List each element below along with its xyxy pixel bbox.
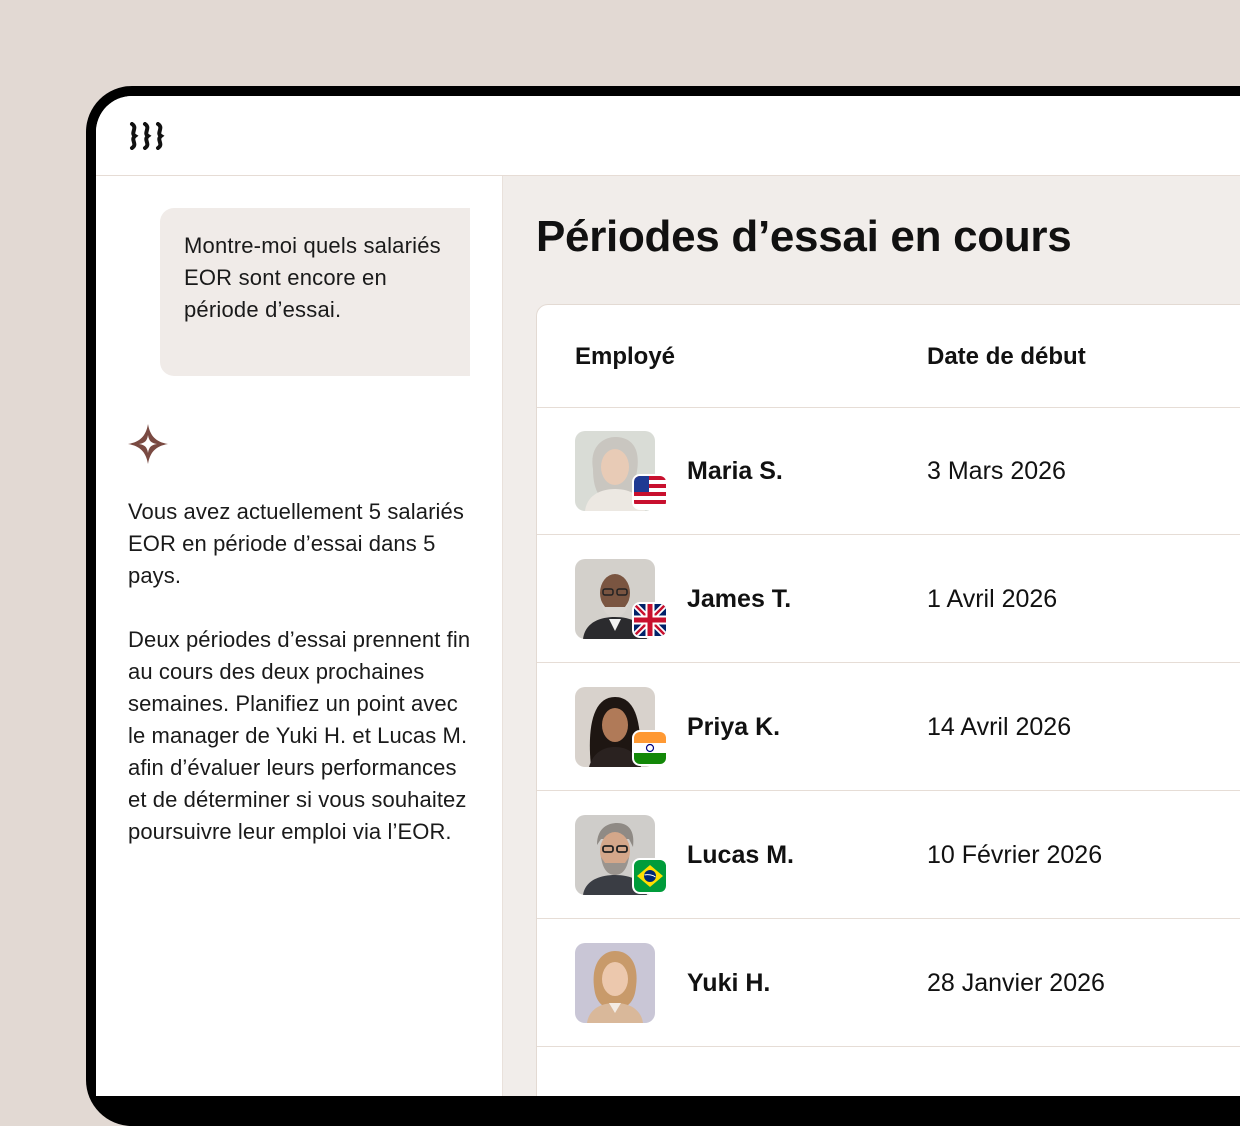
brazil-flag-icon xyxy=(632,858,668,894)
start-date: 10 Février 2026 xyxy=(927,841,1103,869)
ai-response-paragraph: Vous avez actuellement 5 salariés EOR en période d’essai dans 5 pays. xyxy=(128,499,464,588)
india-flag-icon xyxy=(632,730,668,766)
start-date: 28 Janvier 2026 xyxy=(927,969,1105,997)
table-row[interactable] xyxy=(537,407,1240,535)
table-row[interactable] xyxy=(537,919,1240,1047)
results-panel xyxy=(502,176,1240,1096)
app-window xyxy=(96,96,1240,1096)
top-bar xyxy=(96,96,1240,176)
column-header-start-date[interactable]: Date de début xyxy=(927,343,1086,370)
start-date: 3 Mars 2026 xyxy=(927,457,1066,485)
employee-name[interactable]: Maria S. xyxy=(687,457,783,485)
employee-name[interactable]: Lucas M. xyxy=(687,841,794,869)
probation-table xyxy=(536,304,1240,1096)
page-title: Périodes d’essai en cours xyxy=(536,212,1072,261)
user-message-bubble: Montre-moi quels salariés EOR sont encore en période d’essai. xyxy=(160,208,470,376)
uk-flag-icon xyxy=(632,602,668,638)
ai-response xyxy=(128,496,478,880)
table-row[interactable] xyxy=(537,791,1240,919)
chat-panel xyxy=(96,176,502,1096)
ai-response-paragraph: Deux périodes d’essai prennent fin au cours des deux prochaines semaines. Planifiez un point avec le manager de Yuki H. et Lucas M. afin d’évaluer leurs performances et de déterminer si vous souhaitez poursuivre leur emploi via l’EOR. xyxy=(128,627,471,844)
start-date: 1 Avril 2026 xyxy=(927,585,1058,613)
table-header xyxy=(537,305,1240,408)
employee-name[interactable]: James T. xyxy=(687,585,792,613)
employee-name[interactable]: Priya K. xyxy=(687,713,781,741)
avatar xyxy=(575,943,655,1023)
brand-logo-icon xyxy=(128,122,168,150)
start-date: 14 Avril 2026 xyxy=(927,713,1072,741)
column-header-employee[interactable]: Employé xyxy=(575,343,676,370)
table-row[interactable] xyxy=(537,663,1240,791)
table-row[interactable] xyxy=(537,535,1240,663)
ai-sparkle-icon xyxy=(126,422,170,466)
us-flag-icon xyxy=(632,474,668,510)
employee-name[interactable]: Yuki H. xyxy=(687,969,771,997)
